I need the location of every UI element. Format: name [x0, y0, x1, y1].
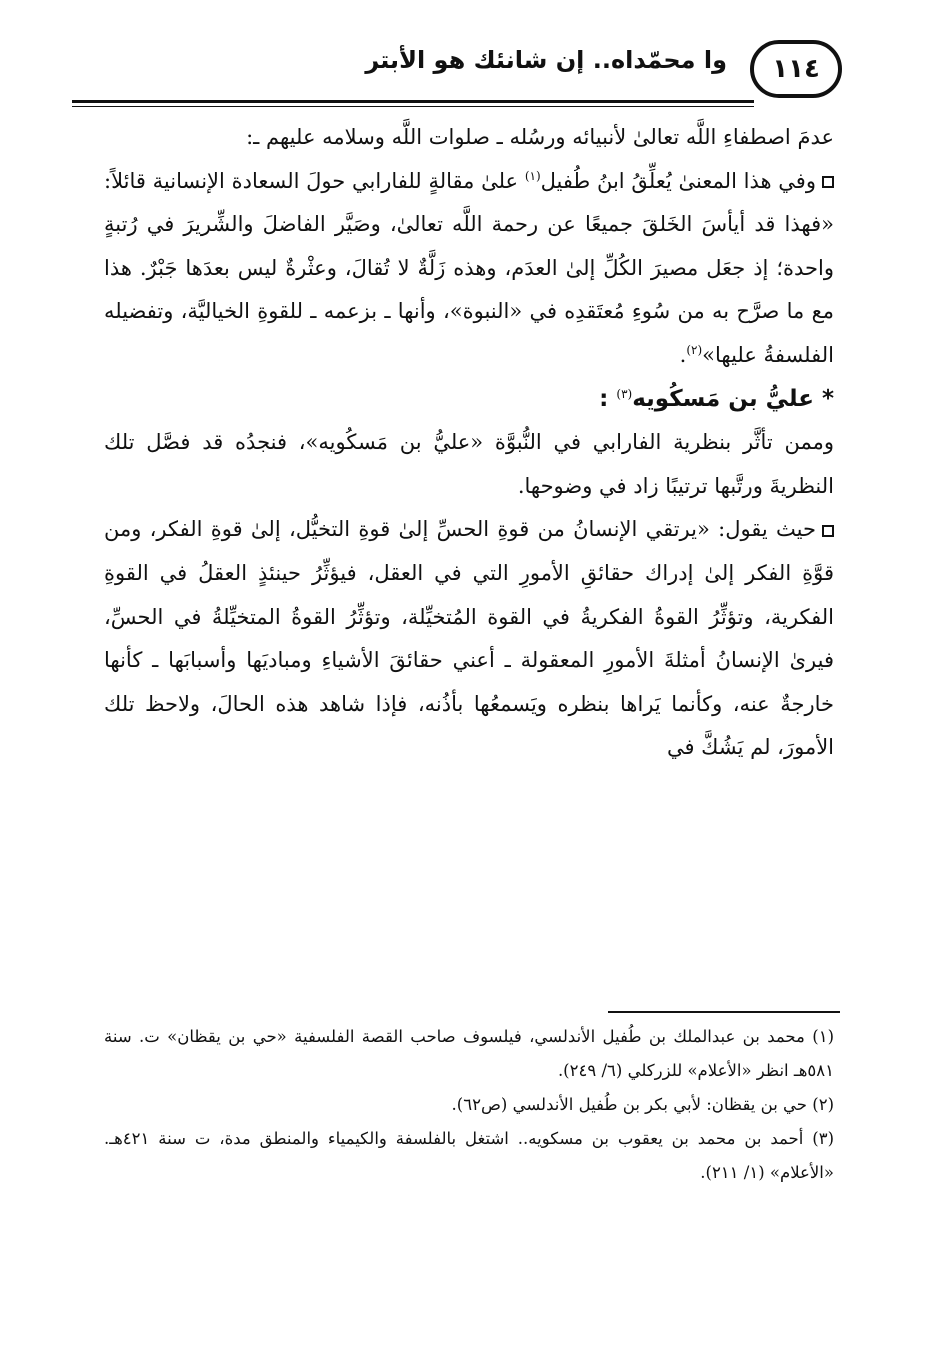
- main-text: [104, 116, 834, 770]
- square-bullet-icon: [822, 525, 834, 537]
- paragraph-1: عدمَ اصطفاءِ اللَّه تعالىٰ لأنبيائه ورسُله ـ صلوات اللَّه وسلامه عليهم ـ:: [246, 125, 834, 149]
- section-heading: [104, 378, 834, 422]
- paragraph-2-text-a: وفي هذا المعنىٰ يُعلِّقُ ابنُ طُفيل: [540, 168, 816, 193]
- paragraph-2-text-b: علىٰ مقالةٍ للفارابي حولَ السعادة الإنسانية قائلاً: «فهذا قد أيأسَ الخَلقَ جميعًا عن رحمة اللَّه تعالىٰ، وصَيَّر الفاضلَ والشِّريرَ في رُتبةٍ واحدة؛ إذ جعَل مصيرَ الكُلِّ إلىٰ العدَم، وهذه زَلَّةٌ لا تُقالَ، وعثْرةٌ ليس بعدَها جَبْرٌ. هذا مع ما صرَّح به من سُوءِ مُعتَقدِه في «النبوة»، وأنها ـ بزعمه ـ للقوةِ الخياليَّة، وتفضيله الفلسفةُ عليها»: [104, 168, 834, 367]
- header-rule: [72, 100, 754, 103]
- running-header: [72, 38, 842, 108]
- footnote-1: (١) محمد بن عبدالملك بن طُفيل الأندلسي، فيلسوف صاحب القصة الفلسفية «حي بن يقظان» ت. سنة ٥٨١هـ انظر «الأعلام» للزركلي (٦/ ٢٤٩).: [104, 1027, 834, 1080]
- paragraph-2: [104, 160, 834, 378]
- section-heading-text: * عليُّ بن مَسكُويه: [632, 385, 834, 412]
- page-number: ١١٤: [772, 54, 820, 84]
- paragraph-3: وممن تأثَّر بنظرية الفارابي في النُّبوَّة «عليُّ بن مَسكُويه»، فنجدُه قد فصَّل تلك النظريةَ ورتَّبها ترتيبًا زاد في وضوحها.: [104, 430, 834, 498]
- square-bullet-icon: [822, 176, 834, 188]
- running-title: وا محمّداه.. إن شانئك هو الأبتر: [365, 46, 727, 74]
- paragraph-4: [104, 508, 834, 770]
- paragraph-2-end: .: [679, 342, 687, 367]
- footnote-ref-2[interactable]: (٢): [686, 342, 703, 357]
- footnote-ref-1[interactable]: (١): [524, 168, 541, 183]
- footnote-3: (٣) أحمد بن محمد بن يعقوب بن مسكويه.. اشتغل بالفلسفة والكيمياء والمنطق مدة، ت سنة ٤٢١هـ. «الأعلام» (١/ ٢١١).: [104, 1129, 834, 1182]
- footnote-ref-3[interactable]: (٣): [616, 386, 633, 401]
- page-number-badge: [750, 40, 842, 98]
- section-heading-end: :: [599, 385, 617, 412]
- footnote-2: (٢) حي بن يقظان: لأبي بكر بن طُفيل الأندلسي (ص٦٢).: [451, 1095, 834, 1114]
- paragraph-4-text: حيث يقول: «يرتقي الإنسانُ من قوةِ الحسِّ إلىٰ قوةِ التخيُّل، إلىٰ قوةِ الفكر، ومن قوَّةِ الفكر إلىٰ إدراك حقائقِ الأمورِ التي في العقل، فيؤثِّرُ حينئذٍ العقلُ في القوةِ الفكرية، وتؤثِّرُ القوةُ الفكريةُ في القوة المُتخيِّلة، وتؤثِّرُ القوةُ المتخيِّلةُ في الحسِّ، فيرىٰ الإنسانُ أمثلةَ الأمورِ المعقولة ـ أعني حقائقَ الأشياءِ ومباديَها وأسبابَها ـ كأنها خارجةٌ عنه، وكأنما يَراها بنظره ويَسمعُها بأذُنه، فإذا شاهد هذه الحالَ، ولاحظ تلك الأمورَ، لم يَشُكَّ في: [104, 517, 834, 760]
- header-rule-thin: [72, 106, 754, 107]
- footnotes: [104, 1020, 834, 1190]
- footnote-separator: [608, 1011, 840, 1013]
